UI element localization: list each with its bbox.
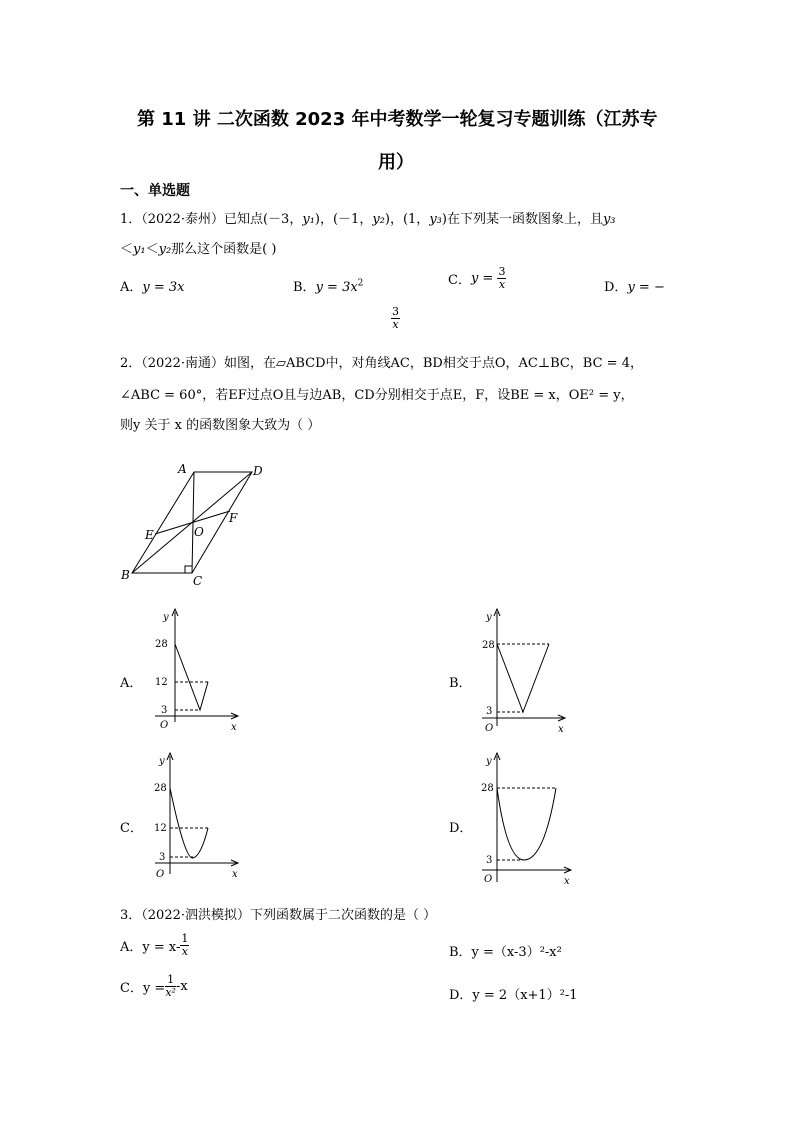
q1-text: 1．（2022·泰州）已知点(－3， <box>120 212 303 227</box>
y-axis-label: y <box>163 612 169 623</box>
graph-curve <box>170 788 208 858</box>
q1-option-d[interactable] <box>604 276 665 295</box>
tick-label: 28 <box>154 783 167 794</box>
fraction-denominator: x <box>498 278 506 291</box>
option-label: D． <box>604 280 628 295</box>
q2-option-a-graph[interactable] <box>145 606 250 734</box>
q1-y1: y₁ <box>302 212 315 227</box>
q1-line1 <box>120 208 616 227</box>
option-label: A．y = x- <box>120 940 181 955</box>
tick-label: 28 <box>155 639 168 650</box>
right-angle-mark <box>185 566 192 573</box>
point-label-o: O <box>194 525 204 539</box>
option-label: A． <box>120 280 143 295</box>
section-heading: 一、单选题 <box>120 183 190 199</box>
q3-option-c[interactable] <box>120 974 188 999</box>
y-axis-label: y <box>486 612 492 623</box>
tick-label: 12 <box>154 823 167 834</box>
q1-y2: y₂ <box>372 212 385 227</box>
fraction-denominator: x <box>181 945 188 958</box>
fraction-numerator: 1 <box>167 973 175 986</box>
q3-line1: 3．（2022·泗洪模拟）下列函数属于二次函数的是（ ） <box>120 908 437 923</box>
x-axis-label: x <box>231 722 237 733</box>
option-fraction <box>165 974 176 999</box>
vertex-label-c: C <box>193 574 203 588</box>
option-fraction <box>180 933 189 958</box>
origin-label: O <box>156 869 165 880</box>
fraction-denominator: x² <box>165 986 176 999</box>
q1-option-b[interactable] <box>293 276 363 295</box>
vertex-label-a: A <box>178 462 187 476</box>
x-axis-label: x <box>558 724 564 734</box>
tick-label: 3 <box>161 705 168 716</box>
q1-text: )在下列某一函数图象上，且 <box>441 212 603 227</box>
q2-line3: 则y 关于 x 的函数图象大致为（ ） <box>120 418 321 433</box>
q2-option-b-label[interactable]: B． <box>449 676 472 691</box>
parallelogram-figure <box>112 455 282 595</box>
vertex-label-b: B <box>121 568 130 582</box>
tick-label: 3 <box>486 706 493 717</box>
tick-label: 3 <box>159 852 166 863</box>
option-label: C． <box>448 273 471 288</box>
option-formula: y = 3x <box>142 280 185 295</box>
origin-label: O <box>484 874 493 885</box>
q2-option-c-graph[interactable] <box>145 750 250 880</box>
q3-option-a[interactable] <box>120 933 189 958</box>
option-exponent: 2 <box>357 278 364 289</box>
point-label-f: F <box>229 511 238 525</box>
origin-label: O <box>160 720 169 731</box>
option-formula: y = 3x <box>315 280 358 295</box>
option-formula: y = <box>470 271 494 286</box>
tick-label: 28 <box>481 783 494 794</box>
origin-label: O <box>485 723 494 734</box>
q1-y2: y₂ <box>158 242 172 257</box>
q1-line2 <box>120 238 276 257</box>
fraction-numerator: 1 <box>181 932 189 945</box>
q1-text: )，(－1， <box>314 212 373 227</box>
tick-label: 12 <box>155 677 168 688</box>
fraction-numerator: 3 <box>392 305 399 318</box>
graph-curve <box>497 788 556 860</box>
q2-option-d-label[interactable]: D． <box>449 821 473 836</box>
page-title-line2: 用） <box>378 152 414 173</box>
x-axis-label: x <box>564 876 570 887</box>
tick-label: 3 <box>486 855 493 866</box>
fraction-numerator: 3 <box>498 265 506 278</box>
q1-text: )，(1， <box>384 212 430 227</box>
vertex-label-d: D <box>253 464 263 478</box>
q2-line2: ∠ABC = 60°，若EF过点O且与边AB，CD分别相交于点E，F，设BE = x，OE² = y， <box>120 388 634 403</box>
option-label: B． <box>293 280 316 295</box>
q2-option-c-label[interactable]: C． <box>120 821 143 836</box>
q1-y3: y₃ <box>429 212 442 227</box>
x-axis-label: x <box>232 869 238 880</box>
q1-text: ＜ <box>120 242 134 257</box>
graph-curve <box>497 644 549 712</box>
q1-option-c[interactable] <box>448 266 506 291</box>
point-label-e: E <box>145 528 154 542</box>
tick-label: 28 <box>482 640 495 651</box>
option-label: C．y = <box>120 981 166 996</box>
q3-option-b[interactable]: B．y =（x-3）²-x² <box>449 945 562 960</box>
y-axis-label: y <box>486 756 492 767</box>
q1-option-d-fraction <box>391 306 400 331</box>
q2-option-d-graph[interactable] <box>472 750 582 890</box>
graph-curve <box>175 644 208 710</box>
q3-option-d[interactable]: D．y = 2（x+1）²-1 <box>449 988 578 1003</box>
q2-option-b-graph[interactable] <box>472 606 577 734</box>
q1-text: ＜ <box>145 242 159 257</box>
q1-text: 那么这个函数是( ) <box>171 242 277 257</box>
page-title-line1: 第 11 讲 二次函数 2023 年中考数学一轮复习专题训练（江苏专 <box>137 109 658 130</box>
y-axis-label: y <box>159 756 165 767</box>
fraction-denominator: x <box>392 318 399 331</box>
q1-y3: y₃ <box>602 212 616 227</box>
option-fraction <box>391 306 400 331</box>
q2-option-a-label[interactable]: A． <box>120 676 143 691</box>
q1-option-a[interactable] <box>120 276 185 295</box>
option-formula: y = − <box>627 280 665 295</box>
q2-line1: 2．（2022·南通）如图，在▱ABCD中，对角线AC，BD相交于点O，AC⊥BC，BC = 4， <box>120 356 643 371</box>
option-formula: -x <box>175 979 188 994</box>
q1-y1: y₁ <box>133 242 146 257</box>
option-fraction <box>497 266 506 291</box>
